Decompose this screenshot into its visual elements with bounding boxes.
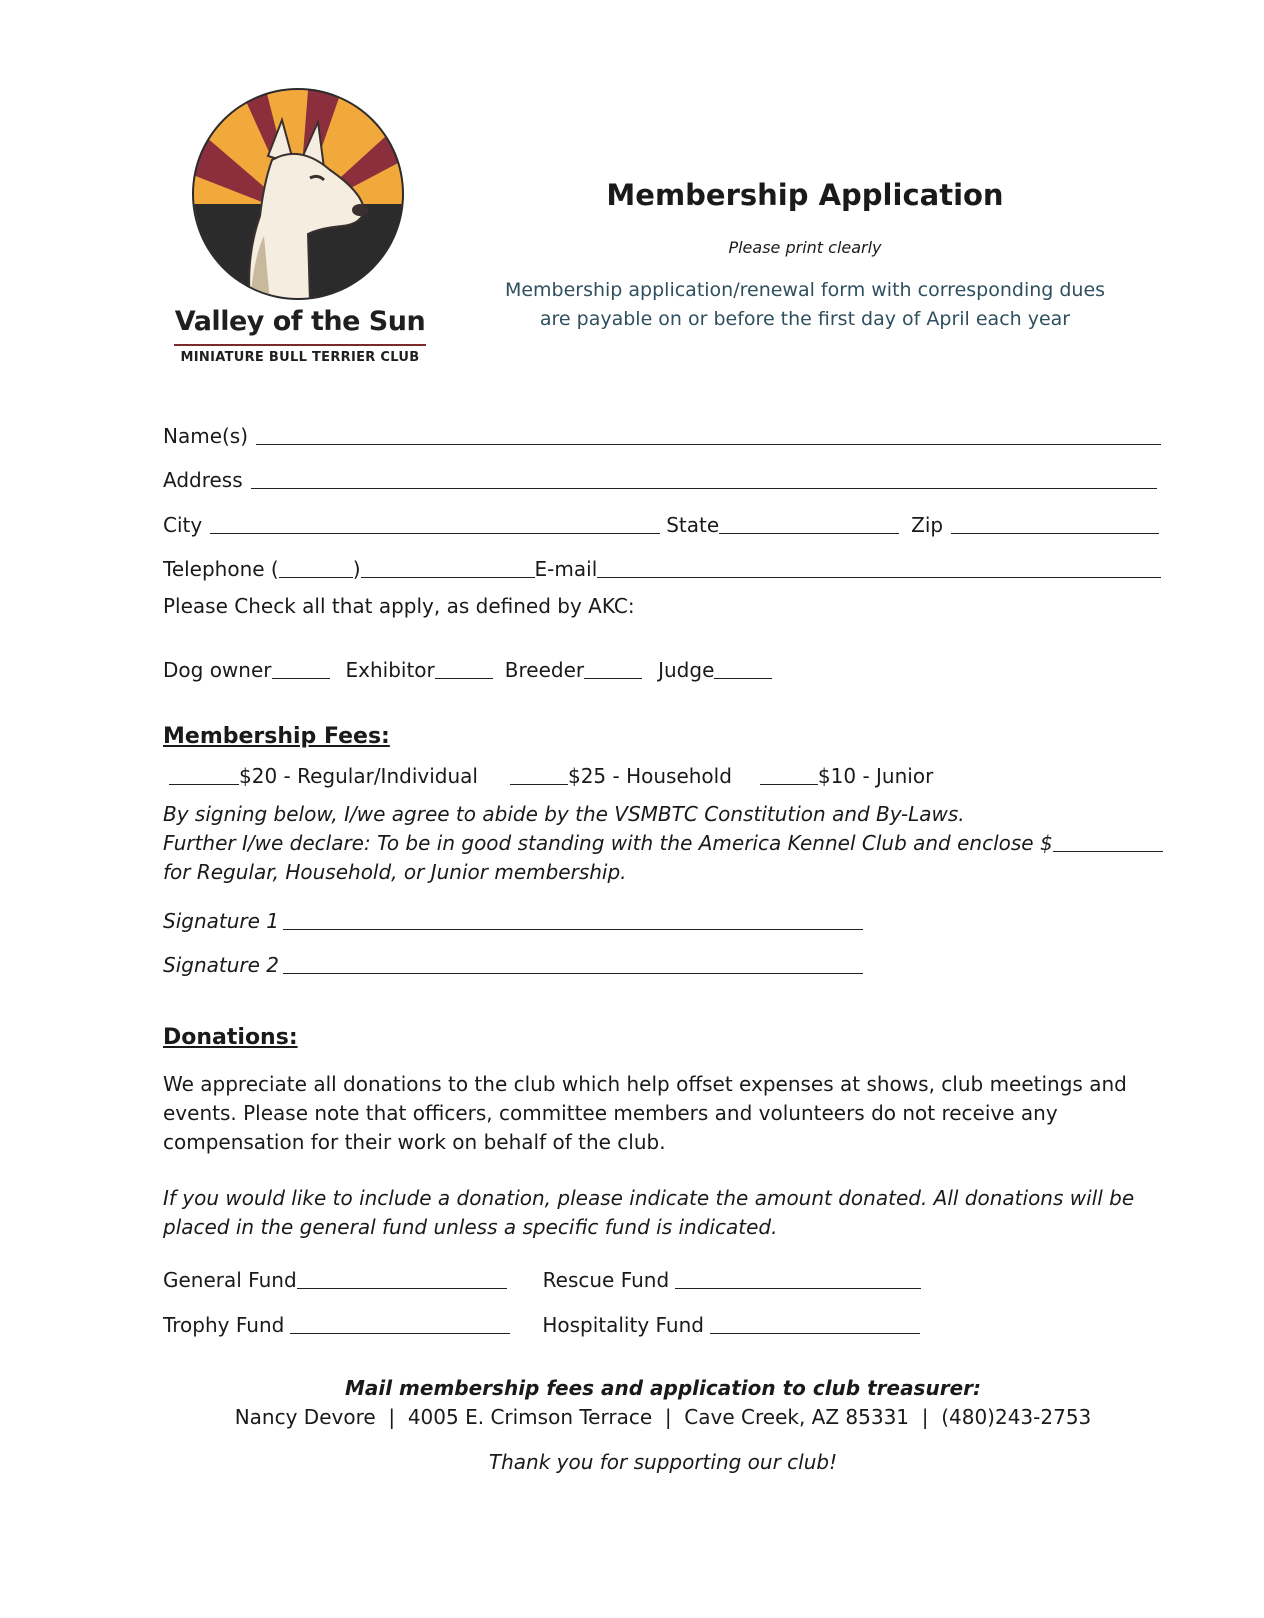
state-label: State (666, 513, 720, 537)
zip-input-line[interactable] (951, 513, 1159, 534)
donations-heading: Donations: (163, 1025, 298, 1050)
breeder-check-line[interactable] (584, 658, 642, 679)
telephone-input-line[interactable] (361, 557, 535, 578)
enclosed-amount-line[interactable] (1053, 831, 1163, 852)
fee-junior-label: $10 - Junior (817, 764, 934, 788)
general-fund-label: General Fund (163, 1268, 297, 1292)
akc-option-judge: Judge (658, 658, 715, 682)
agreement-line2-row (163, 829, 1163, 858)
signature2-line[interactable] (283, 953, 863, 974)
club-subtitle: MINIATURE BULL TERRIER CLUB (180, 350, 420, 365)
address-input-line[interactable] (251, 468, 1157, 489)
page-title: Membership Application (606, 178, 1004, 212)
state-input-line[interactable] (719, 513, 899, 534)
city-label: City (163, 513, 203, 537)
telephone-email-row (163, 551, 1161, 581)
email-label: E-mail (534, 557, 598, 581)
signature2-row (163, 947, 863, 977)
judge-check-line[interactable] (714, 658, 772, 679)
dog-owner-check-line[interactable] (272, 658, 330, 679)
dues-note-line2: are payable on or before the first day of April each year (539, 308, 1071, 330)
general-fund-line[interactable] (297, 1268, 507, 1289)
donations-para1-line2: events. Please note that officers, committee members and volunteers do not receive any (163, 1101, 1058, 1125)
akc-option-dog-owner: Dog owner (163, 658, 272, 682)
telephone-label: Telephone ( (163, 557, 279, 581)
dues-note-line1: Membership application/renewal form with corresponding dues (504, 279, 1106, 301)
address-row (163, 462, 1157, 492)
club-logo (162, 86, 438, 376)
area-code-input-line[interactable] (279, 557, 353, 578)
email-input-line[interactable] (597, 557, 1161, 578)
fee-regular-label: $20 - Regular/Individual (239, 764, 478, 788)
general-rescue-row (163, 1262, 921, 1292)
bull-terrier-sun-logo (190, 86, 406, 302)
thank-you-note: Thank you for supporting our club! (488, 1450, 838, 1474)
signature1-row (163, 903, 863, 933)
signature2-label: Signature 2 (163, 953, 280, 977)
name-label: Name(s) (163, 424, 249, 448)
signature1-line[interactable] (283, 909, 863, 930)
agreement-line1: By signing below, I/we agree to abide by the VSMBTC Constitution and By-Laws. (163, 802, 965, 826)
fee-regular-check-line[interactable] (169, 764, 239, 785)
club-name: Valley of the Sun (174, 306, 426, 337)
donations-para1-line3: compensation for their work on behalf of the club. (163, 1130, 666, 1154)
dues-note (470, 276, 1140, 334)
fee-household-label: $25 - Household (567, 764, 732, 788)
zip-label: Zip (911, 513, 944, 537)
fee-junior-check-line[interactable] (760, 764, 818, 785)
membership-fees-heading: Membership Fees: (163, 724, 390, 749)
donations-instructions (163, 1184, 1163, 1242)
exhibitor-check-line[interactable] (435, 658, 493, 679)
print-note: Please print clearly (728, 238, 882, 257)
hospitality-fund-line[interactable] (710, 1313, 920, 1334)
name-input-line[interactable] (256, 424, 1161, 445)
mail-heading: Mail membership fees and application to club treasurer: (344, 1376, 981, 1400)
agreement-line3: for Regular, Household, or Junior membership. (163, 860, 627, 884)
akc-option-breeder: Breeder (504, 658, 585, 682)
treasurer-address: Nancy Devore | 4005 E. Crimson Terrace | Cave Creek, AZ 85331 | (480)243-2753 (234, 1405, 1092, 1429)
club-name-rule (174, 344, 426, 346)
agreement-line2: Further I/we declare: To be in good standing with the America Kennel Club and enclose $ (163, 831, 1053, 855)
donations-para2-line2: placed in the general fund unless a specific fund is indicated. (163, 1215, 778, 1239)
donations-paragraph (163, 1070, 1163, 1157)
fees-options-row (163, 758, 933, 788)
akc-options-row (163, 652, 772, 682)
signature1-label: Signature 1 (163, 909, 280, 933)
rescue-fund-line[interactable] (675, 1268, 921, 1289)
city-input-line[interactable] (210, 513, 660, 534)
trophy-fund-label: Trophy Fund (163, 1313, 285, 1337)
akc-prompt: Please Check all that apply, as defined by AKC: (163, 594, 635, 618)
trophy-hospitality-row (163, 1307, 920, 1337)
agreement-text (163, 800, 1163, 887)
rescue-fund-label: Rescue Fund (542, 1268, 670, 1292)
city-state-zip-row (163, 507, 1159, 537)
donations-para1-line1: We appreciate all donations to the club which help offset expenses at shows, club meetings and (163, 1072, 1127, 1096)
name-row (163, 418, 1161, 448)
trophy-fund-line[interactable] (290, 1313, 510, 1334)
address-label: Address (163, 468, 243, 492)
fee-household-check-line[interactable] (510, 764, 568, 785)
hospitality-fund-label: Hospitality Fund (542, 1313, 704, 1337)
donations-para2-line1: If you would like to include a donation, please indicate the amount donated. All donations will be (163, 1186, 1135, 1210)
akc-option-exhibitor: Exhibitor (345, 658, 435, 682)
telephone-close-paren: ) (352, 557, 361, 581)
